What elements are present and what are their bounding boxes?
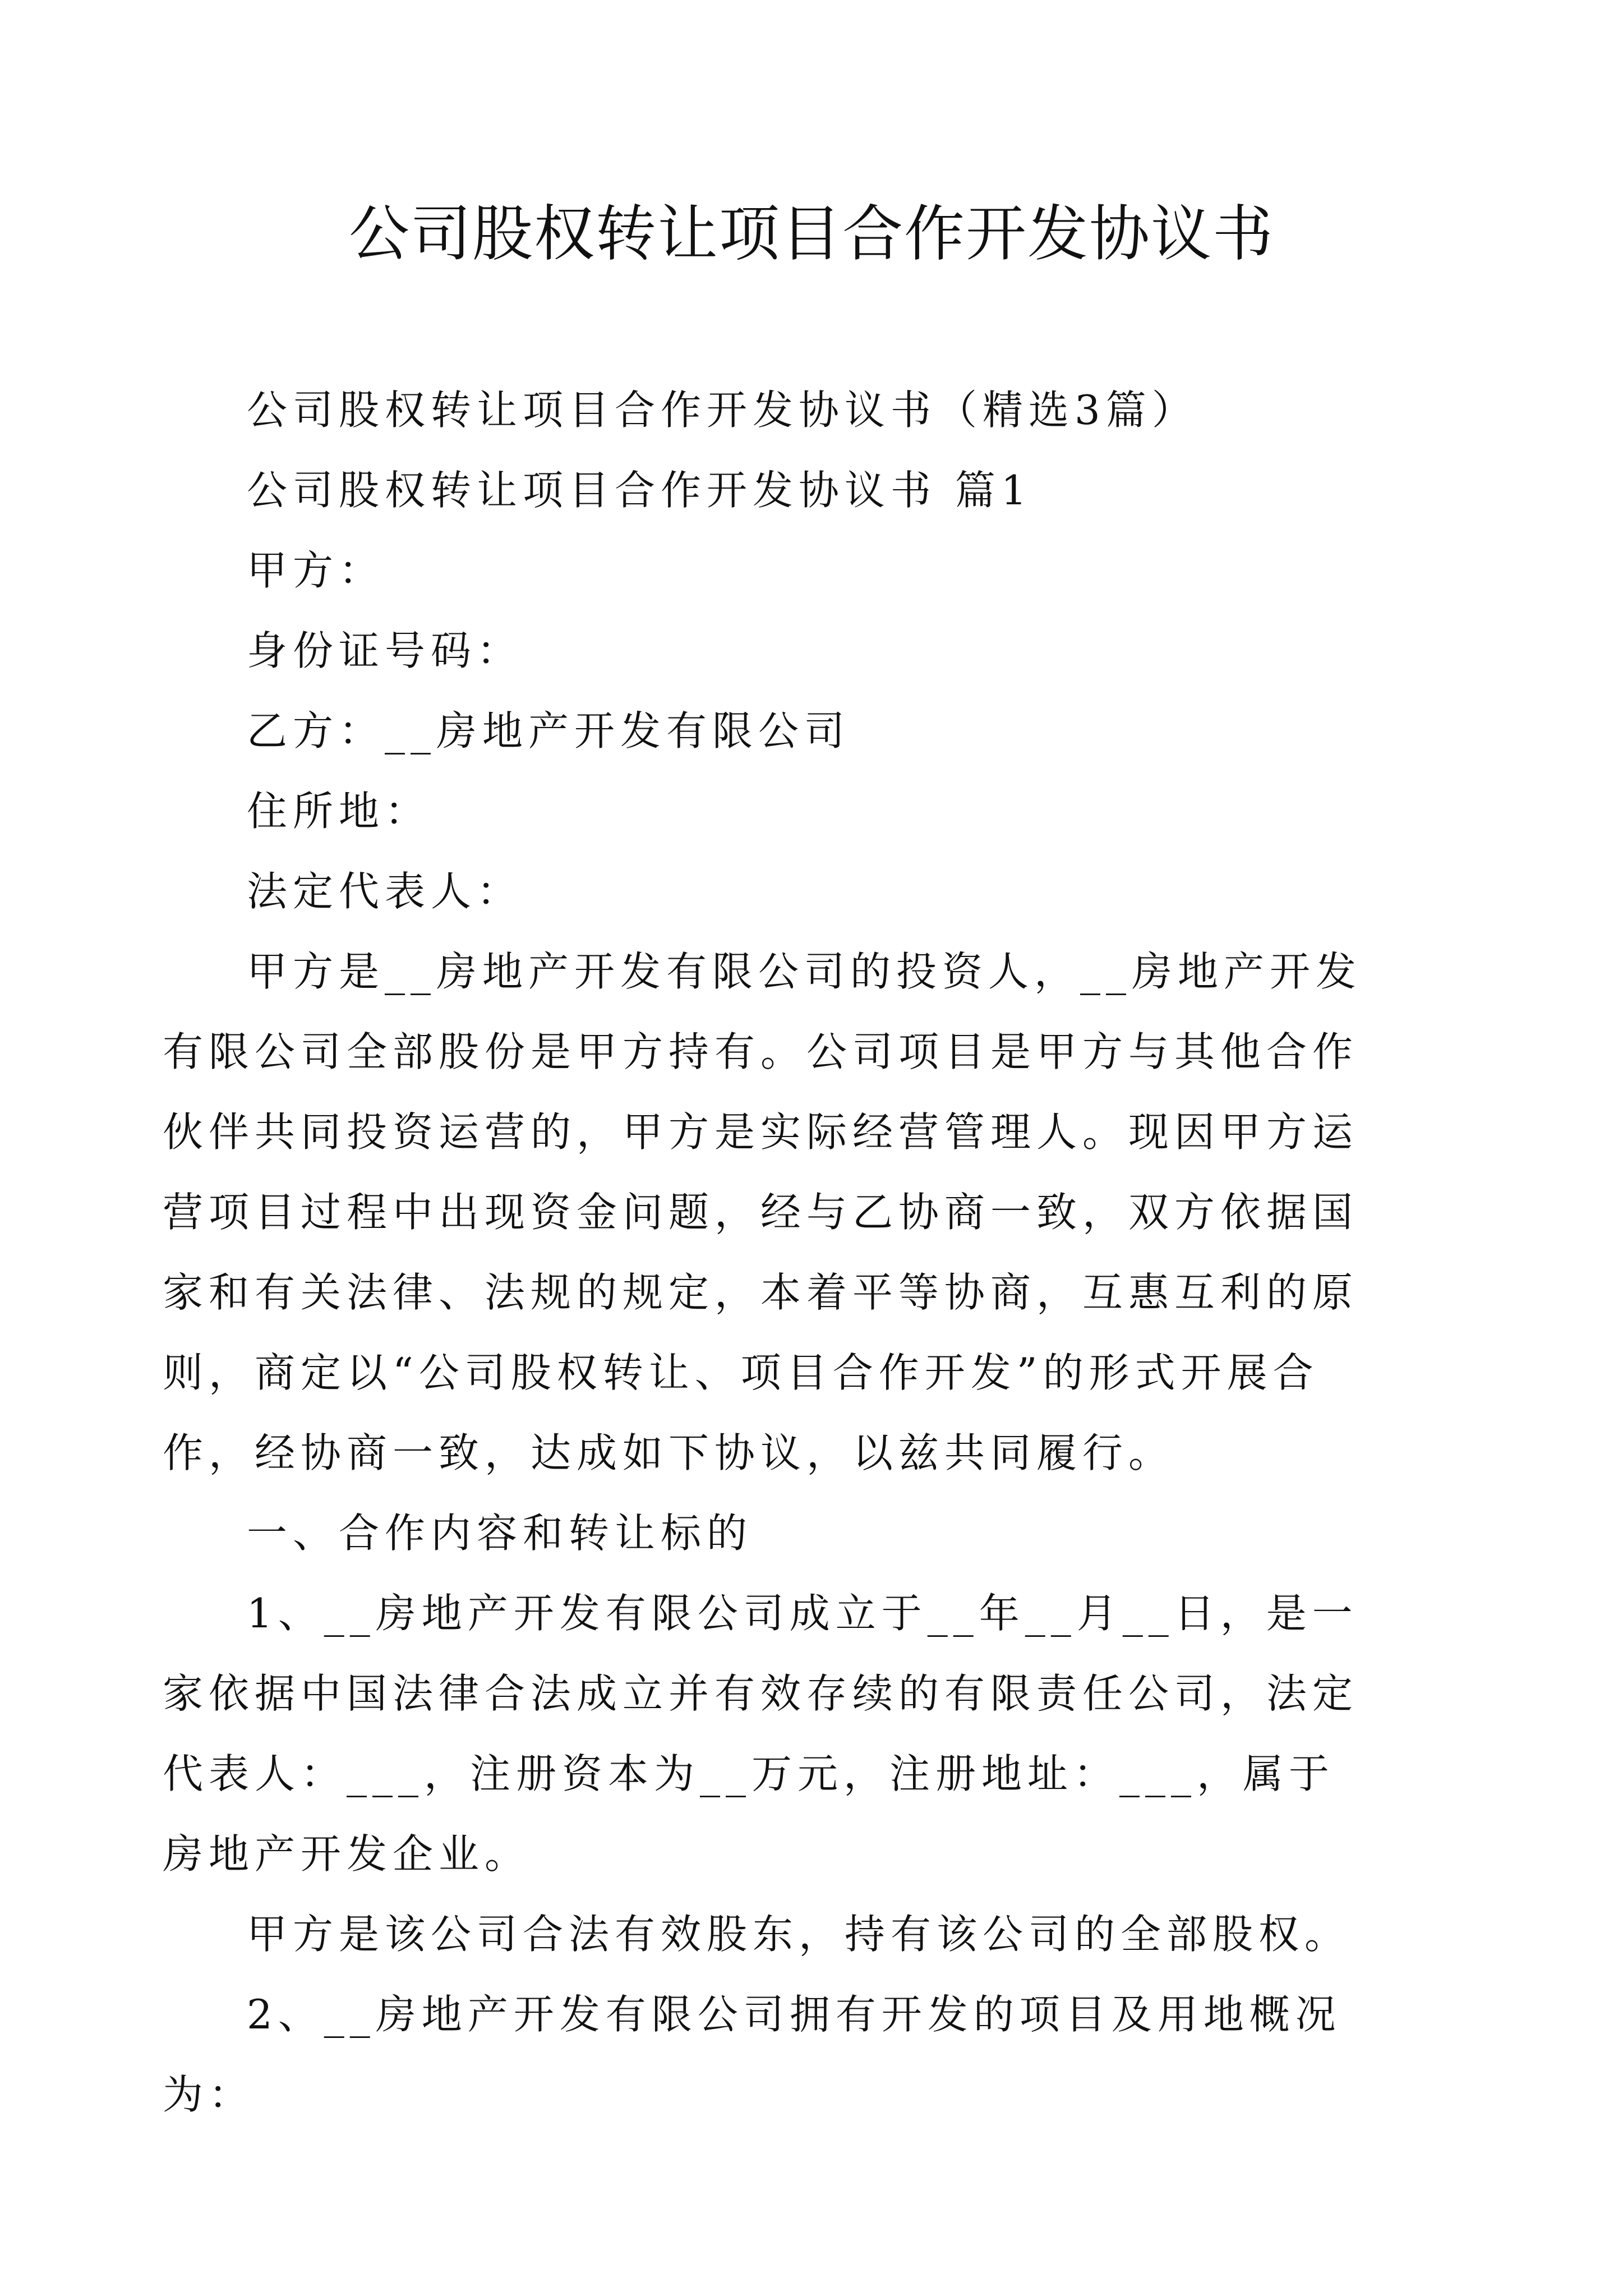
intro-paragraph: 甲方是__房地产开发有限公司的投资人，__房地产开发有限公司全部股份是甲方持有。公司项目是甲方与其他合作伙伴共同投资运营的，甲方是实际经营管理人。现因甲方运营项目过程中出现资金问题，经与乙协商一致，双方依据国家和有关法律、法规的规定，本着平等协商，互惠互利的原则，商定以“公司股权转让、项目合作开发”的形式开展合作，经协商一致，达成如下协议，以兹共同履行。 — [163, 948, 1362, 1476]
id-number-field: 身份证号码： — [247, 627, 523, 674]
party-a-field: 甲方： — [247, 547, 385, 594]
clause-1-note: 甲方是该公司合法有效股东，持有该公司的全部股权。 — [247, 1911, 1351, 1958]
document-title: 公司股权转让项目合作开发协议书 — [348, 199, 1274, 269]
article-1-heading: 一、合作内容和转让标的 — [247, 1510, 753, 1557]
section-heading: 公司股权转让项目合作开发协议书 篇1 — [247, 467, 1032, 514]
party-b-field: 乙方：__房地产开发有限公司 — [247, 707, 851, 754]
subtitle-line: 公司股权转让项目合作开发协议书（精选3篇） — [247, 386, 1198, 434]
legal-rep-field: 法定代表人： — [247, 868, 523, 915]
clause-1-paragraph: 1、__房地产开发有限公司成立于__年__月__日，是一家依据中国法律合法成立并有效存续的有限责任公司，法定代表人：___，注册资本为__万元，注册地址：___，属于房地产开发企业。 — [163, 1590, 1359, 1878]
clause-2-paragraph: 2、__房地产开发有限公司拥有开发的项目及用地概况为： — [163, 1991, 1341, 2118]
address-field: 住所地： — [247, 788, 431, 835]
document-body — [163, 370, 1380, 2135]
